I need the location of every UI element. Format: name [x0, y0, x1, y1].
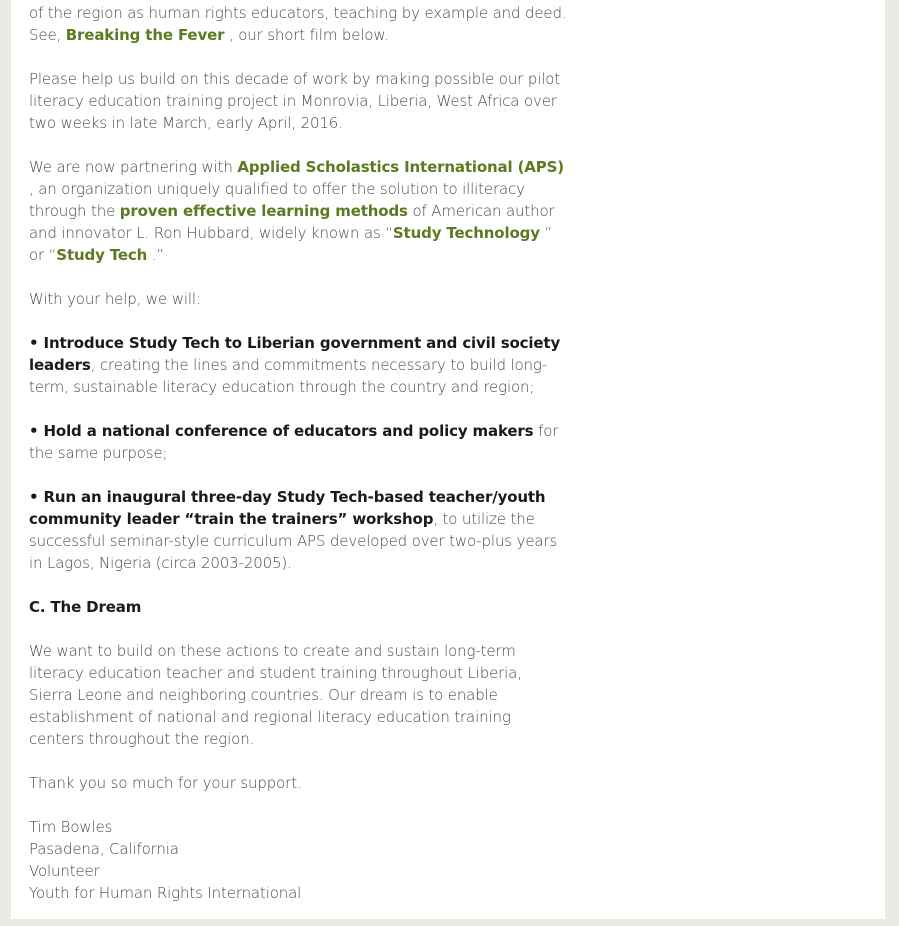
- bullet-text: , creating the lines and commitments necessary to build long-term, sustainable literacy education through the country and region;: [29, 356, 547, 396]
- paragraph-text: ” or “: [29, 224, 553, 264]
- paragraph-text: of the region as human rights educators, teaching by example and deed. See,: [29, 4, 567, 44]
- bullet-strong-text: • Run an inaugural three-day Study Tech-based teacher/youth community leader “train the trainers” workshop: [29, 488, 546, 528]
- paragraph-partnership: [29, 156, 569, 266]
- study-technology-link[interactable]: Study Technology: [392, 224, 540, 242]
- paragraph-pilot-project: Please help us build on this decade of work by making possible our pilot literacy education training project in Monrovia, Liberia, West Africa over two weeks in late March, early April, 2016.: [29, 70, 560, 132]
- paragraph-text: We are now partnering with: [29, 158, 238, 176]
- bullet-strong-text: • Introduce Study Tech to Liberian government and civil society leaders: [29, 334, 561, 374]
- learning-methods-link[interactable]: proven effective learning methods: [119, 202, 408, 220]
- paragraph-intro: [29, 2, 569, 46]
- paragraph-text: .”: [147, 246, 165, 264]
- signature-location: Pasadena, California: [29, 840, 179, 858]
- article-body: [29, 2, 569, 926]
- bullet-text: for the same purpose;: [29, 422, 559, 462]
- bullet-introduce-study-tech: [29, 332, 569, 398]
- signature-name: Tim Bowles: [29, 818, 113, 836]
- paragraph-text: , an organization uniquely qualified to offer the solution to illiteracy through the: [29, 180, 525, 220]
- signature-block: [29, 816, 569, 904]
- paragraph-thanks: Thank you so much for your support.: [29, 774, 302, 792]
- bullet-national-conference: [29, 420, 569, 464]
- breaking-the-fever-link[interactable]: Breaking the Fever: [65, 26, 225, 44]
- aps-link[interactable]: Applied Scholastics International (APS): [237, 158, 564, 176]
- bullet-strong-text: • Hold a national conference of educators and policy makers: [29, 422, 534, 440]
- paragraph-dream: We want to build on these actions to create and sustain long-term literacy education teacher and student training throughout Liberia, Sierra Leone and neighboring countries. Our dream is to enable establishment of national and regional literacy education training centers throughout the region.: [29, 642, 522, 748]
- signature-organization: Youth for Human Rights International: [29, 884, 302, 902]
- paragraph-text: , our short film below.: [224, 26, 389, 44]
- study-tech-link[interactable]: Study Tech: [56, 246, 148, 264]
- paragraph-with-your-help: With your help, we will:: [29, 290, 201, 308]
- section-heading-the-dream: C. The Dream: [29, 598, 142, 616]
- bullet-train-the-trainers: [29, 486, 569, 574]
- paragraph-text: of American author and innovator L. Ron Hubbard, widely known as “: [29, 202, 555, 242]
- signature-role: Volunteer: [29, 862, 100, 880]
- bullet-text: , to utilize the successful seminar-style curriculum APS developed over two-plus years in Lagos, Nigeria (circa 2003-2005).: [29, 510, 558, 572]
- content-panel: [11, 0, 885, 919]
